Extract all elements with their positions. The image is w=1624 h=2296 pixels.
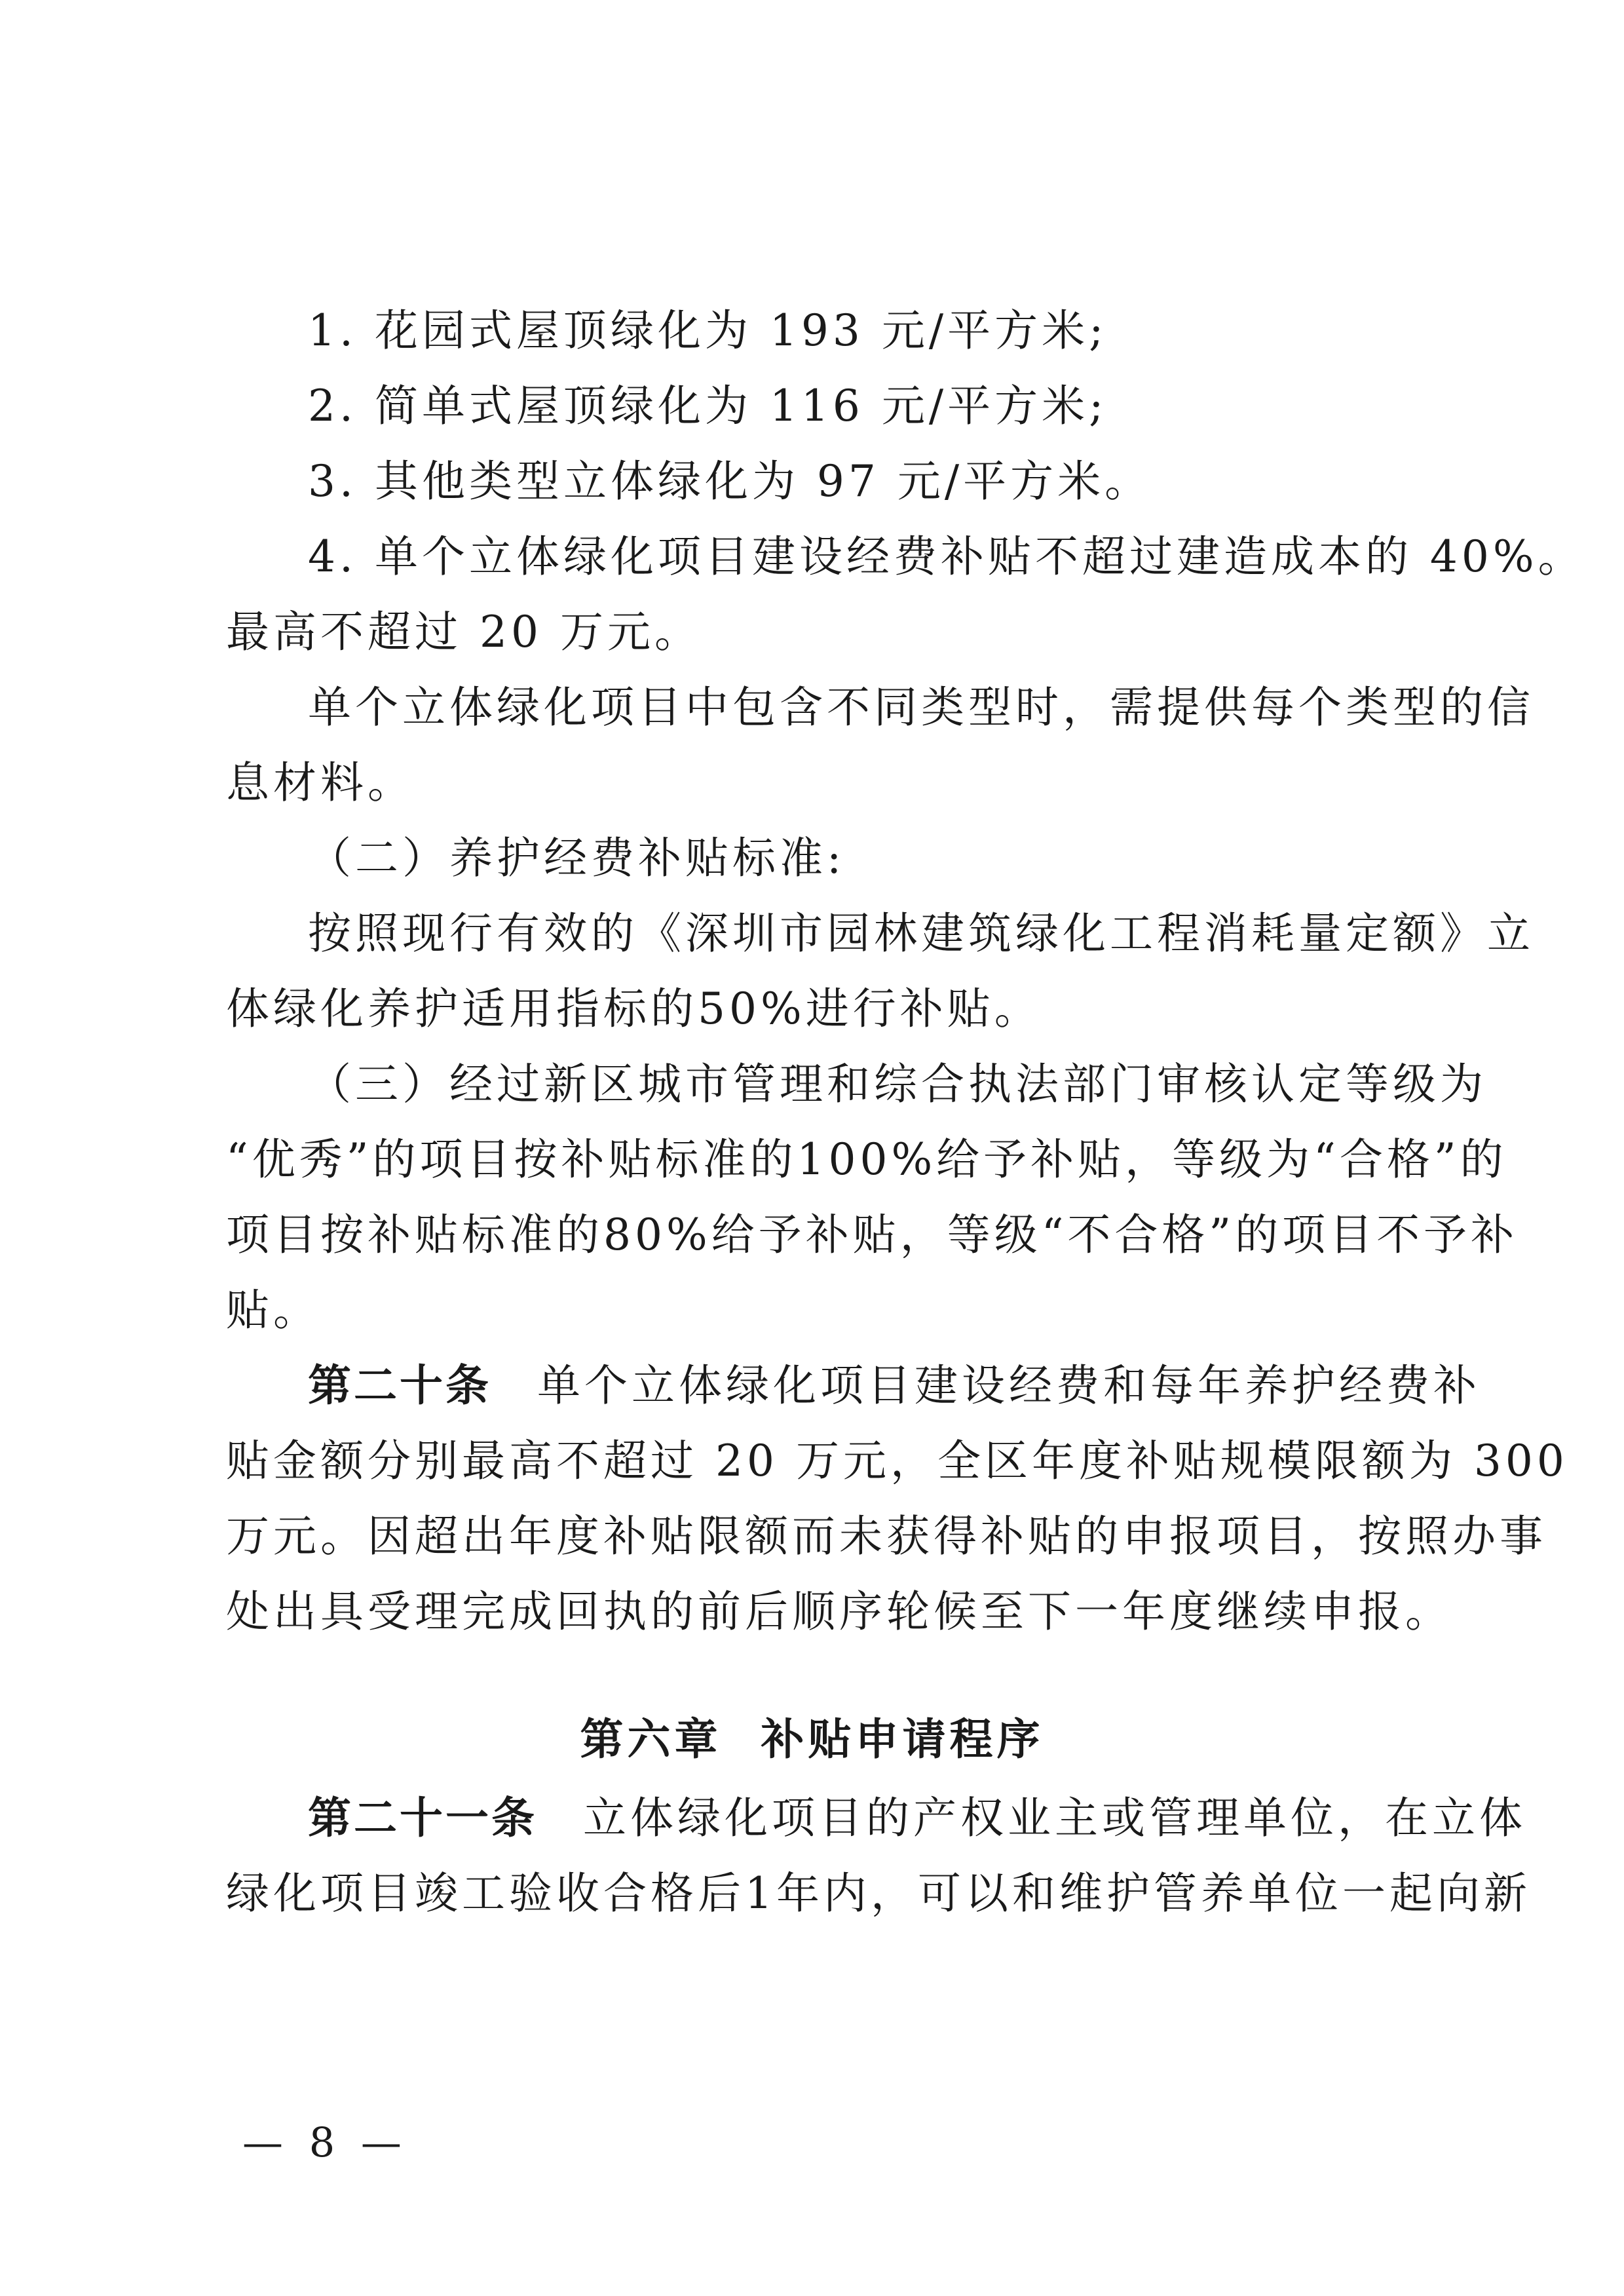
list-item-simple-roof: 2. 简单式屋顶绿化为 116 元/平方米; [308, 381, 1108, 431]
paragraph-line: 体绿化养护适用指标的50%进行补贴。 [226, 984, 1042, 1034]
paragraph-line: 单个立体绿化项目中包含不同类型时，需提供每个类型的信 [308, 682, 1534, 733]
article-20-text: 单个立体绿化项目建设经费和每年养护经费补 [537, 1360, 1481, 1411]
paragraph-line: “优秀”的项目按补贴标准的100%给予补贴，等级为“合格”的 [226, 1134, 1507, 1185]
chapter-number: 第六章 [580, 1714, 722, 1765]
page-number: — 8 — [242, 2118, 408, 2166]
chapter-title: 补贴申请程序 [761, 1714, 1044, 1765]
section-heading-rating: （三）经过新区城市管理和综合执法部门审核认定等级为 [308, 1059, 1487, 1109]
paragraph-line: 最高不超过 20 万元。 [226, 607, 702, 657]
paragraph-line: 绿化项目竣工验收合格后1年内，可以和维护管养单位一起向新 [226, 1868, 1531, 1919]
article-20-label: 第二十条 [308, 1360, 491, 1411]
article-20 [308, 1353, 1481, 1419]
article-21-text: 立体绿化项目的产权业主或管理单位，在立体 [583, 1793, 1526, 1843]
paragraph-line: 处出具受理完成回执的前后顺序轮候至下一年度继续申报。 [226, 1586, 1452, 1637]
list-item-other-types: 3. 其他类型立体绿化为 97 元/平方米。 [308, 456, 1152, 507]
paragraph-line: 按照现行有效的《深圳市园林建筑绿化工程消耗量定额》立 [308, 908, 1534, 959]
section-heading-maintenance-standard: （二）养护经费补贴标准: [308, 833, 846, 883]
list-item-garden-roof: 1. 花园式屋顶绿化为 193 元/平方米; [308, 305, 1108, 356]
paragraph-line: 息材料。 [226, 757, 415, 808]
paragraph-line: 万元。因超出年度补贴限额而未获得补贴的申报项目，按照办事 [226, 1511, 1547, 1561]
paragraph-line: 贴。 [226, 1285, 320, 1335]
list-item-single-project-cap: 4. 单个立体绿化项目建设经费补贴不超过建造成本的 40%。 [308, 531, 1585, 582]
article-21 [308, 1786, 1526, 1851]
article-21-label: 第二十一条 [308, 1793, 537, 1843]
chapter-heading [0, 1707, 1624, 1772]
paragraph-line: 贴金额分别最高不超过 20 万元，全区年度补贴规模限额为 300 [226, 1436, 1568, 1486]
paragraph-line: 项目按补贴标准的80%给予补贴，等级“不合格”的项目不予补 [226, 1210, 1519, 1260]
